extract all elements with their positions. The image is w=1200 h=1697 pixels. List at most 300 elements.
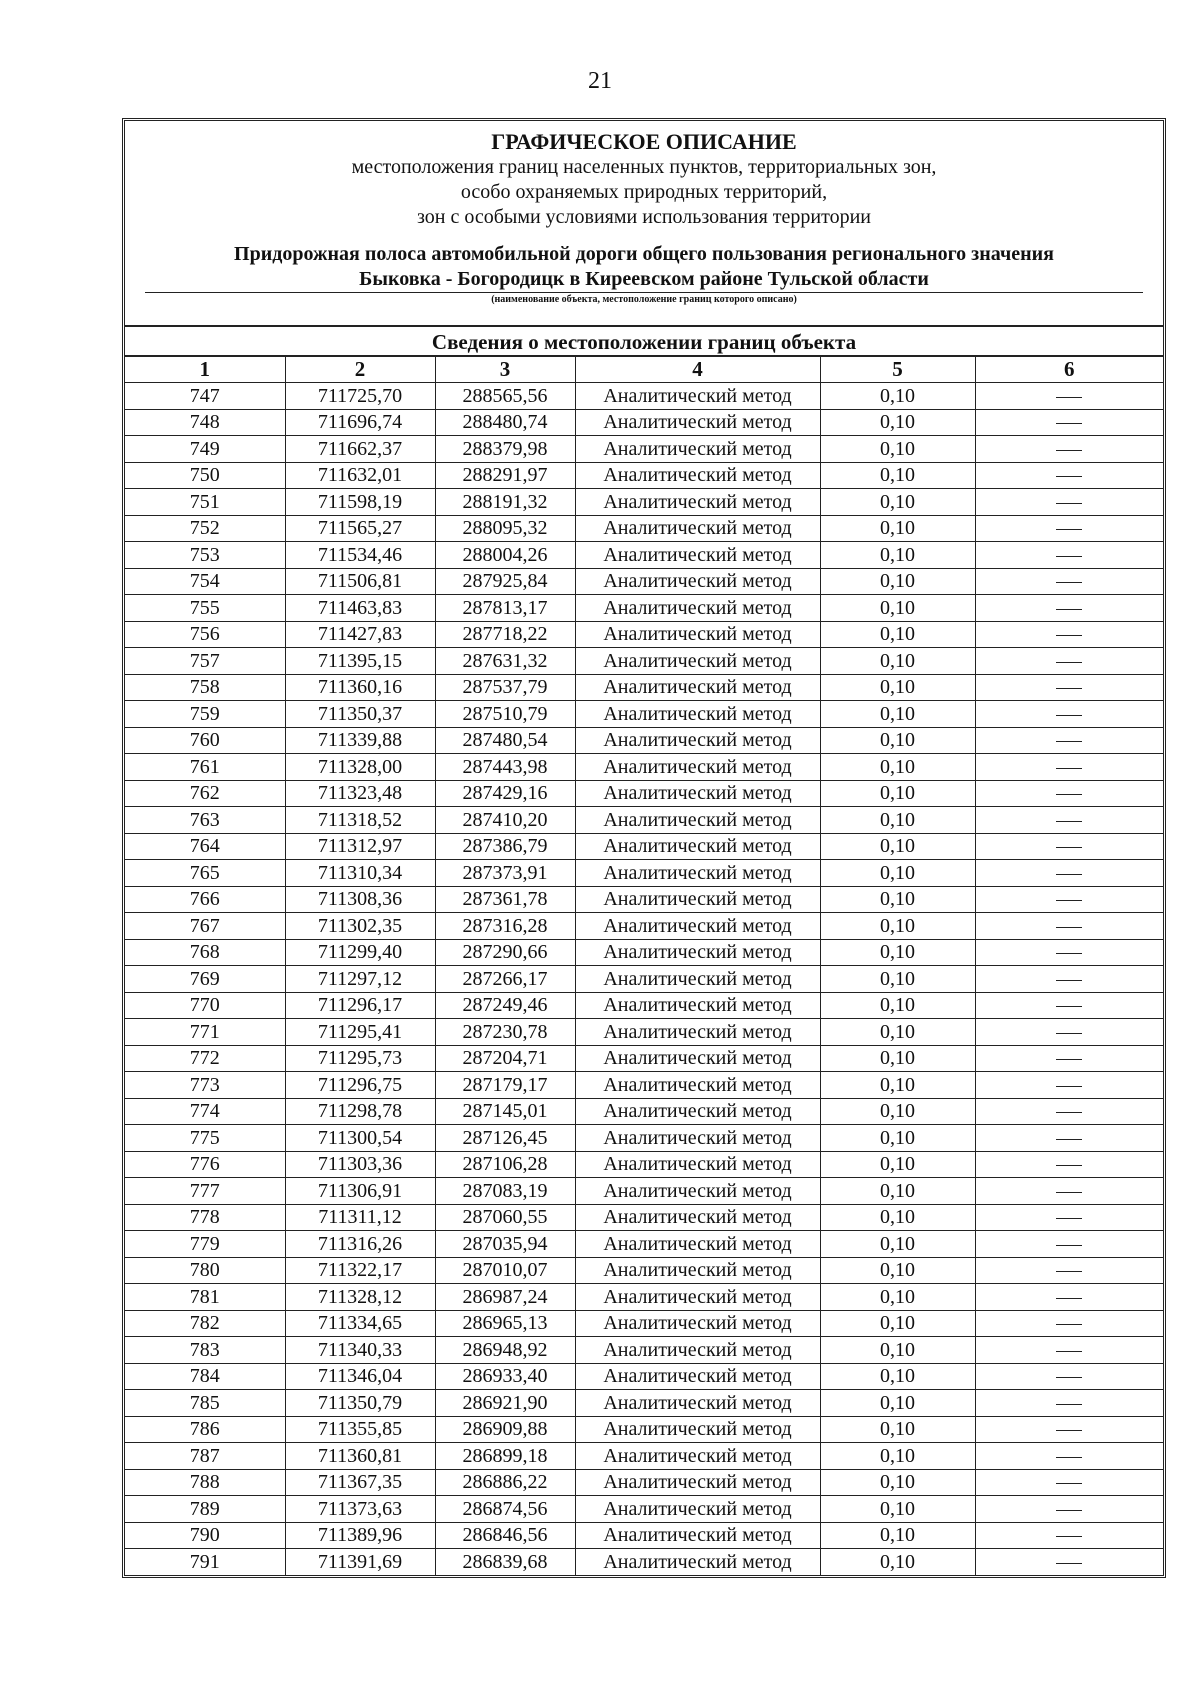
y-coordinate-cell: 287361,78 [435, 886, 575, 913]
method-cell: Аналитический метод [575, 1045, 820, 1072]
point-number-cell: 758 [125, 674, 285, 701]
dash-mark [1056, 450, 1082, 451]
method-cell: Аналитический метод [575, 727, 820, 754]
method-cell: Аналитический метод [575, 913, 820, 940]
method-cell: Аналитический метод [575, 542, 820, 569]
method-cell: Аналитический метод [575, 1496, 820, 1523]
dash-mark [1056, 1139, 1082, 1140]
accuracy-cell: 0,10 [820, 409, 975, 436]
point-number-cell: 760 [125, 727, 285, 754]
y-coordinate-cell: 287290,66 [435, 939, 575, 966]
y-coordinate-cell: 287126,45 [435, 1125, 575, 1152]
column-header: 4 [575, 357, 820, 383]
method-cell: Аналитический метод [575, 568, 820, 595]
dash-mark [1056, 741, 1082, 742]
point-number-cell: 750 [125, 462, 285, 489]
accuracy-cell: 0,10 [820, 542, 975, 569]
point-number-cell: 772 [125, 1045, 285, 1072]
description-cell [975, 1469, 1163, 1496]
object-caption: (наименование объекта, местоположение границ которого описано) [491, 294, 797, 305]
dash-mark [1056, 1271, 1082, 1272]
y-coordinate-cell: 288291,97 [435, 462, 575, 489]
table-row [125, 1204, 1163, 1231]
y-coordinate-cell: 288004,26 [435, 542, 575, 569]
dash-mark [1056, 1245, 1082, 1246]
description-cell [975, 727, 1163, 754]
accuracy-cell: 0,10 [820, 1045, 975, 1072]
point-number-cell: 780 [125, 1257, 285, 1284]
y-coordinate-cell: 286874,56 [435, 1496, 575, 1523]
point-number-cell: 766 [125, 886, 285, 913]
table-row [125, 1072, 1163, 1099]
table-row [125, 436, 1163, 463]
page-number: 21 [588, 68, 612, 94]
dash-mark [1056, 794, 1082, 795]
accuracy-cell: 0,10 [820, 1337, 975, 1364]
point-number-cell: 757 [125, 648, 285, 675]
table-row [125, 966, 1163, 993]
accuracy-cell: 0,10 [820, 1151, 975, 1178]
dash-mark [1056, 927, 1082, 928]
dash-mark [1056, 847, 1082, 848]
x-coordinate-cell: 711297,12 [285, 966, 435, 993]
x-coordinate-cell: 711295,41 [285, 1019, 435, 1046]
accuracy-cell: 0,10 [820, 1098, 975, 1125]
method-cell: Аналитический метод [575, 1469, 820, 1496]
y-coordinate-cell: 286846,56 [435, 1522, 575, 1549]
accuracy-cell: 0,10 [820, 1231, 975, 1258]
table-row [125, 1549, 1163, 1575]
dash-mark [1056, 1457, 1082, 1458]
dash-mark [1056, 1112, 1082, 1113]
x-coordinate-cell: 711322,17 [285, 1257, 435, 1284]
accuracy-cell: 0,10 [820, 754, 975, 781]
accuracy-cell: 0,10 [820, 1019, 975, 1046]
description-cell [975, 436, 1163, 463]
x-coordinate-cell: 711308,36 [285, 886, 435, 913]
dash-mark [1056, 900, 1082, 901]
y-coordinate-cell: 286987,24 [435, 1284, 575, 1311]
point-number-cell: 791 [125, 1549, 285, 1575]
y-coordinate-cell: 287386,79 [435, 833, 575, 860]
point-number-cell: 781 [125, 1284, 285, 1311]
point-number-cell: 769 [125, 966, 285, 993]
table-row [125, 1416, 1163, 1443]
method-cell: Аналитический метод [575, 1019, 820, 1046]
table-row [125, 1469, 1163, 1496]
dash-mark [1056, 529, 1082, 530]
x-coordinate-cell: 711389,96 [285, 1522, 435, 1549]
y-coordinate-cell: 287230,78 [435, 1019, 575, 1046]
dash-mark [1056, 874, 1082, 875]
description-cell [975, 621, 1163, 648]
document-frame [122, 118, 1166, 1578]
accuracy-cell: 0,10 [820, 1443, 975, 1470]
document-title: ГРАФИЧЕСКОЕ ОПИСАНИЕ [491, 129, 797, 154]
accuracy-cell: 0,10 [820, 1125, 975, 1152]
y-coordinate-cell: 287925,84 [435, 568, 575, 595]
y-coordinate-cell: 287718,22 [435, 621, 575, 648]
y-coordinate-cell: 287537,79 [435, 674, 575, 701]
table-row [125, 913, 1163, 940]
table-row [125, 542, 1163, 569]
table-row [125, 886, 1163, 913]
method-cell: Аналитический метод [575, 701, 820, 728]
table-row [125, 727, 1163, 754]
method-cell: Аналитический метод [575, 1284, 820, 1311]
point-number-cell: 782 [125, 1310, 285, 1337]
table-row [125, 1363, 1163, 1390]
document-subtitle-line: местоположения границ населенных пунктов, территориальных зон, [351, 156, 937, 178]
table-header-row [125, 357, 1163, 383]
dash-mark [1056, 1377, 1082, 1378]
description-cell [975, 1443, 1163, 1470]
y-coordinate-cell: 286899,18 [435, 1443, 575, 1470]
x-coordinate-cell: 711298,78 [285, 1098, 435, 1125]
x-coordinate-cell: 711360,81 [285, 1443, 435, 1470]
x-coordinate-cell: 711346,04 [285, 1363, 435, 1390]
dash-mark [1056, 953, 1082, 954]
x-coordinate-cell: 711725,70 [285, 383, 435, 410]
accuracy-cell: 0,10 [820, 595, 975, 622]
column-header: 2 [285, 357, 435, 383]
table-row [125, 1522, 1163, 1549]
y-coordinate-cell: 287410,20 [435, 807, 575, 834]
accuracy-cell: 0,10 [820, 436, 975, 463]
accuracy-cell: 0,10 [820, 462, 975, 489]
x-coordinate-cell: 711662,37 [285, 436, 435, 463]
method-cell: Аналитический метод [575, 1231, 820, 1258]
description-cell [975, 1204, 1163, 1231]
description-cell [975, 860, 1163, 887]
dash-mark [1056, 715, 1082, 716]
table-row [125, 1257, 1163, 1284]
description-cell [975, 966, 1163, 993]
description-cell [975, 939, 1163, 966]
table-row [125, 1098, 1163, 1125]
point-number-cell: 752 [125, 515, 285, 542]
method-cell: Аналитический метод [575, 939, 820, 966]
dash-mark [1056, 1192, 1082, 1193]
table-row [125, 833, 1163, 860]
accuracy-cell: 0,10 [820, 1390, 975, 1417]
method-cell: Аналитический метод [575, 754, 820, 781]
y-coordinate-cell: 287443,98 [435, 754, 575, 781]
dash-mark [1056, 1483, 1082, 1484]
point-number-cell: 784 [125, 1363, 285, 1390]
description-cell [975, 1337, 1163, 1364]
method-cell: Аналитический метод [575, 1522, 820, 1549]
table-row [125, 701, 1163, 728]
y-coordinate-cell: 287429,16 [435, 780, 575, 807]
y-coordinate-cell: 286933,40 [435, 1363, 575, 1390]
description-cell [975, 409, 1163, 436]
table-row [125, 462, 1163, 489]
method-cell: Аналитический метод [575, 409, 820, 436]
description-cell [975, 1416, 1163, 1443]
table-row [125, 1231, 1163, 1258]
table-row [125, 515, 1163, 542]
method-cell: Аналитический метод [575, 1098, 820, 1125]
y-coordinate-cell: 287204,71 [435, 1045, 575, 1072]
table-row [125, 754, 1163, 781]
accuracy-cell: 0,10 [820, 674, 975, 701]
point-number-cell: 749 [125, 436, 285, 463]
description-cell [975, 542, 1163, 569]
accuracy-cell: 0,10 [820, 1363, 975, 1390]
y-coordinate-cell: 287035,94 [435, 1231, 575, 1258]
accuracy-cell: 0,10 [820, 833, 975, 860]
method-cell: Аналитический метод [575, 648, 820, 675]
accuracy-cell: 0,10 [820, 1204, 975, 1231]
point-number-cell: 754 [125, 568, 285, 595]
description-cell [975, 595, 1163, 622]
y-coordinate-cell: 287060,55 [435, 1204, 575, 1231]
description-cell [975, 1549, 1163, 1575]
y-coordinate-cell: 286886,22 [435, 1469, 575, 1496]
x-coordinate-cell: 711310,34 [285, 860, 435, 887]
dash-mark [1056, 1165, 1082, 1166]
dash-mark [1056, 609, 1082, 610]
x-coordinate-cell: 711296,17 [285, 992, 435, 1019]
dash-mark [1056, 980, 1082, 981]
dash-mark [1056, 582, 1082, 583]
method-cell: Аналитический метод [575, 489, 820, 516]
dash-mark [1056, 1086, 1082, 1087]
description-cell [975, 489, 1163, 516]
y-coordinate-cell: 287480,54 [435, 727, 575, 754]
accuracy-cell: 0,10 [820, 992, 975, 1019]
method-cell: Аналитический метод [575, 1363, 820, 1390]
x-coordinate-cell: 711339,88 [285, 727, 435, 754]
table-row [125, 383, 1163, 410]
dash-mark [1056, 821, 1082, 822]
method-cell: Аналитический метод [575, 1257, 820, 1284]
table-row [125, 409, 1163, 436]
x-coordinate-cell: 711534,46 [285, 542, 435, 569]
dash-mark [1056, 1033, 1082, 1034]
method-cell: Аналитический метод [575, 833, 820, 860]
x-coordinate-cell: 711318,52 [285, 807, 435, 834]
method-cell: Аналитический метод [575, 1549, 820, 1575]
point-number-cell: 761 [125, 754, 285, 781]
method-cell: Аналитический метод [575, 992, 820, 1019]
dash-mark [1056, 1059, 1082, 1060]
description-cell [975, 1390, 1163, 1417]
description-cell [975, 674, 1163, 701]
point-number-cell: 787 [125, 1443, 285, 1470]
description-cell [975, 1151, 1163, 1178]
description-cell [975, 1231, 1163, 1258]
x-coordinate-cell: 711340,33 [285, 1337, 435, 1364]
y-coordinate-cell: 287010,07 [435, 1257, 575, 1284]
description-cell [975, 754, 1163, 781]
point-number-cell: 771 [125, 1019, 285, 1046]
method-cell: Аналитический метод [575, 1072, 820, 1099]
x-coordinate-cell: 711350,79 [285, 1390, 435, 1417]
table-row [125, 489, 1163, 516]
point-number-cell: 788 [125, 1469, 285, 1496]
method-cell: Аналитический метод [575, 383, 820, 410]
accuracy-cell: 0,10 [820, 886, 975, 913]
accuracy-cell: 0,10 [820, 489, 975, 516]
y-coordinate-cell: 287631,32 [435, 648, 575, 675]
method-cell: Аналитический метод [575, 807, 820, 834]
x-coordinate-cell: 711300,54 [285, 1125, 435, 1152]
method-cell: Аналитический метод [575, 436, 820, 463]
column-header: 1 [125, 357, 285, 383]
method-cell: Аналитический метод [575, 1204, 820, 1231]
y-coordinate-cell: 288191,32 [435, 489, 575, 516]
coordinates-table [125, 357, 1163, 1575]
point-number-cell: 764 [125, 833, 285, 860]
dash-mark [1056, 1404, 1082, 1405]
x-coordinate-cell: 711360,16 [285, 674, 435, 701]
object-name-line: Быковка - Богородицк в Киреевском районе Тульской области [145, 267, 1143, 293]
dash-mark [1056, 662, 1082, 663]
x-coordinate-cell: 711565,27 [285, 515, 435, 542]
accuracy-cell: 0,10 [820, 913, 975, 940]
document-subtitle-line: зон с особыми условиями использования территории [416, 206, 872, 228]
y-coordinate-cell: 287813,17 [435, 595, 575, 622]
table-row [125, 780, 1163, 807]
table-row [125, 860, 1163, 887]
y-coordinate-cell: 287145,01 [435, 1098, 575, 1125]
dash-mark [1056, 556, 1082, 557]
method-cell: Аналитический метод [575, 1443, 820, 1470]
table-row [125, 1151, 1163, 1178]
point-number-cell: 768 [125, 939, 285, 966]
description-cell [975, 1310, 1163, 1337]
x-coordinate-cell: 711395,15 [285, 648, 435, 675]
accuracy-cell: 0,10 [820, 1310, 975, 1337]
description-cell [975, 833, 1163, 860]
table-row [125, 621, 1163, 648]
method-cell: Аналитический метод [575, 674, 820, 701]
method-cell: Аналитический метод [575, 1125, 820, 1152]
method-cell: Аналитический метод [575, 1337, 820, 1364]
method-cell: Аналитический метод [575, 515, 820, 542]
x-coordinate-cell: 711316,26 [285, 1231, 435, 1258]
accuracy-cell: 0,10 [820, 807, 975, 834]
dash-mark [1056, 397, 1082, 398]
method-cell: Аналитический метод [575, 966, 820, 993]
point-number-cell: 786 [125, 1416, 285, 1443]
x-coordinate-cell: 711334,65 [285, 1310, 435, 1337]
accuracy-cell: 0,10 [820, 1549, 975, 1575]
description-cell [975, 1098, 1163, 1125]
accuracy-cell: 0,10 [820, 1284, 975, 1311]
accuracy-cell: 0,10 [820, 515, 975, 542]
table-row [125, 807, 1163, 834]
point-number-cell: 759 [125, 701, 285, 728]
y-coordinate-cell: 287373,91 [435, 860, 575, 887]
dash-mark [1056, 476, 1082, 477]
table-row [125, 1310, 1163, 1337]
accuracy-cell: 0,10 [820, 1178, 975, 1205]
dash-mark [1056, 1430, 1082, 1431]
table-row [125, 1337, 1163, 1364]
x-coordinate-cell: 711463,83 [285, 595, 435, 622]
method-cell: Аналитический метод [575, 1310, 820, 1337]
dash-mark [1056, 688, 1082, 689]
x-coordinate-cell: 711598,19 [285, 489, 435, 516]
table-row [125, 1496, 1163, 1523]
table-row [125, 1045, 1163, 1072]
point-number-cell: 751 [125, 489, 285, 516]
dash-mark [1056, 1536, 1082, 1537]
description-cell [975, 1045, 1163, 1072]
description-cell [975, 383, 1163, 410]
description-cell [975, 1019, 1163, 1046]
dash-mark [1056, 1351, 1082, 1352]
point-number-cell: 748 [125, 409, 285, 436]
table-row [125, 1019, 1163, 1046]
method-cell: Аналитический метод [575, 1416, 820, 1443]
accuracy-cell: 0,10 [820, 1257, 975, 1284]
table-row [125, 648, 1163, 675]
x-coordinate-cell: 711350,37 [285, 701, 435, 728]
x-coordinate-cell: 711506,81 [285, 568, 435, 595]
dash-mark [1056, 768, 1082, 769]
point-number-cell: 774 [125, 1098, 285, 1125]
point-number-cell: 773 [125, 1072, 285, 1099]
description-cell [975, 1072, 1163, 1099]
point-number-cell: 776 [125, 1151, 285, 1178]
accuracy-cell: 0,10 [820, 939, 975, 966]
accuracy-cell: 0,10 [820, 1469, 975, 1496]
point-number-cell: 775 [125, 1125, 285, 1152]
column-header: 3 [435, 357, 575, 383]
x-coordinate-cell: 711299,40 [285, 939, 435, 966]
accuracy-cell: 0,10 [820, 780, 975, 807]
dash-mark [1056, 1298, 1082, 1299]
point-number-cell: 765 [125, 860, 285, 887]
method-cell: Аналитический метод [575, 1390, 820, 1417]
document-header [125, 121, 1163, 327]
x-coordinate-cell: 711696,74 [285, 409, 435, 436]
y-coordinate-cell: 286921,90 [435, 1390, 575, 1417]
point-number-cell: 756 [125, 621, 285, 648]
accuracy-cell: 0,10 [820, 1072, 975, 1099]
y-coordinate-cell: 287106,28 [435, 1151, 575, 1178]
accuracy-cell: 0,10 [820, 1416, 975, 1443]
y-coordinate-cell: 287249,46 [435, 992, 575, 1019]
point-number-cell: 790 [125, 1522, 285, 1549]
dash-mark [1056, 1510, 1082, 1511]
description-cell [975, 1496, 1163, 1523]
description-cell [975, 992, 1163, 1019]
point-number-cell: 747 [125, 383, 285, 410]
table-row [125, 1178, 1163, 1205]
accuracy-cell: 0,10 [820, 383, 975, 410]
table-row [125, 992, 1163, 1019]
accuracy-cell: 0,10 [820, 1496, 975, 1523]
table-row [125, 939, 1163, 966]
description-cell [975, 462, 1163, 489]
x-coordinate-cell: 711312,97 [285, 833, 435, 860]
table-row [125, 568, 1163, 595]
table-row [125, 1443, 1163, 1470]
method-cell: Аналитический метод [575, 621, 820, 648]
column-header: 5 [820, 357, 975, 383]
description-cell [975, 1363, 1163, 1390]
x-coordinate-cell: 711295,73 [285, 1045, 435, 1072]
x-coordinate-cell: 711373,63 [285, 1496, 435, 1523]
point-number-cell: 753 [125, 542, 285, 569]
description-cell [975, 1257, 1163, 1284]
object-name-line: Придорожная полоса автомобильной дороги общего пользования регионального значения [234, 243, 1054, 265]
